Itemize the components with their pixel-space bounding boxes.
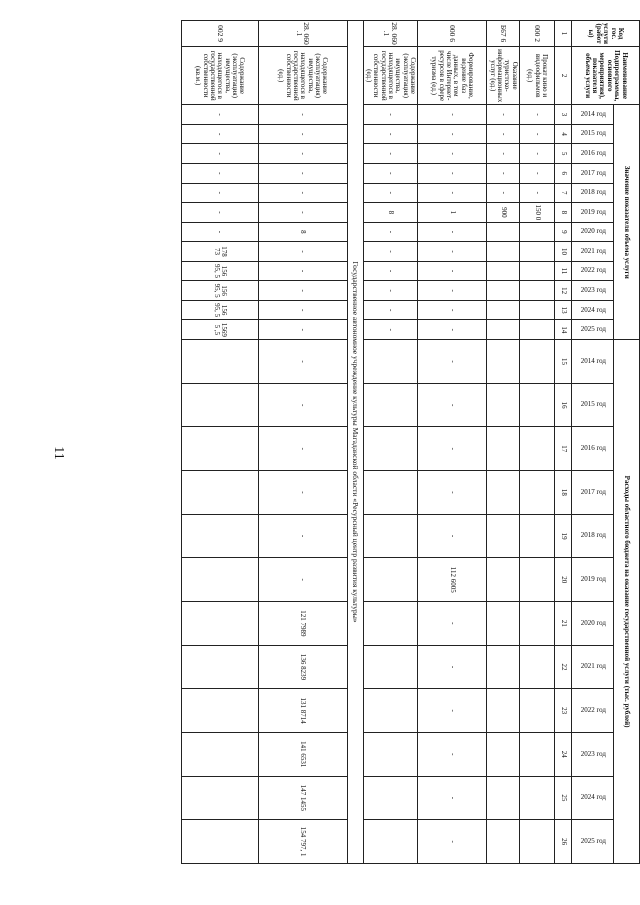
expense-value	[363, 427, 417, 471]
volume-value: 900	[487, 203, 520, 223]
expense-value	[363, 820, 417, 864]
header-year	[572, 689, 614, 733]
volume-value: 156 95, 5	[181, 261, 258, 281]
column-number: 17	[555, 427, 572, 471]
column-number: 8	[555, 203, 572, 223]
volume-value	[520, 320, 555, 340]
volume-value: -	[363, 242, 417, 262]
expense-value: -	[258, 514, 347, 558]
expense-value	[181, 776, 258, 820]
column-number: 25	[555, 776, 572, 820]
year-label: 2015 год	[581, 129, 607, 138]
column-number: 22	[555, 645, 572, 689]
header-year	[572, 602, 614, 646]
volume-value: 156 95, 5	[181, 300, 258, 320]
expense-value	[363, 645, 417, 689]
header-year	[572, 732, 614, 776]
volume-value: -	[363, 183, 417, 203]
service-name: Оказание туристско-информационных услуг (ед.)	[487, 47, 520, 105]
expense-value	[487, 471, 520, 515]
volume-value: 1	[418, 203, 487, 223]
volume-value: -	[258, 281, 347, 301]
year-label: 2023 год	[581, 749, 607, 758]
volume-value: -	[418, 300, 487, 320]
volume-value: -	[418, 105, 487, 125]
volume-value: -	[258, 105, 347, 125]
volume-value: -	[363, 261, 417, 281]
header-year	[572, 281, 614, 301]
header-year	[572, 340, 614, 384]
volume-value: -	[487, 183, 520, 203]
volume-value: -	[258, 163, 347, 183]
volume-value: -	[363, 320, 417, 340]
expense-value	[487, 645, 520, 689]
volume-value: 8	[258, 222, 347, 242]
volume-value	[520, 222, 555, 242]
service-code: Б67 6	[487, 21, 520, 47]
header-year	[572, 144, 614, 164]
volume-value	[487, 222, 520, 242]
volume-value: 150 0	[520, 203, 555, 223]
expense-value	[487, 514, 520, 558]
volume-value	[520, 261, 555, 281]
expense-value	[520, 776, 555, 820]
volume-value: -	[520, 183, 555, 203]
column-number: 11	[555, 261, 572, 281]
column-number: 7	[555, 183, 572, 203]
expense-value	[520, 340, 555, 384]
volume-value	[487, 320, 520, 340]
expense-value	[363, 558, 417, 602]
volume-value: -	[258, 203, 347, 223]
volume-value: -	[258, 183, 347, 203]
header-year	[572, 300, 614, 320]
page-number: 11	[51, 446, 66, 460]
volume-value: -	[181, 105, 258, 125]
column-number: 10	[555, 242, 572, 262]
year-label: 2019 год	[581, 207, 607, 216]
header-name: Наименование Подпрограммы, основного мероприятия), показателя объема услуги	[572, 47, 640, 105]
table-row	[487, 21, 520, 864]
expense-value	[487, 383, 520, 427]
header-year	[572, 124, 614, 144]
expense-value	[181, 558, 258, 602]
expense-value	[520, 645, 555, 689]
year-label: 2024 год	[581, 793, 607, 802]
expense-value	[487, 558, 520, 602]
year-label: 2024 год	[581, 305, 607, 314]
expense-value	[487, 776, 520, 820]
header-year	[572, 471, 614, 515]
column-number: 13	[555, 300, 572, 320]
column-number: 9	[555, 222, 572, 242]
header-year	[572, 820, 614, 864]
volume-value	[487, 261, 520, 281]
volume-value: -	[520, 124, 555, 144]
volume-value: -	[418, 261, 487, 281]
expense-value: 154 797, 1	[258, 820, 347, 864]
expense-value	[363, 340, 417, 384]
table-row	[418, 21, 487, 864]
expense-value	[520, 383, 555, 427]
year-label: 2025 год	[581, 325, 607, 334]
expense-value: -	[418, 340, 487, 384]
year-label: 2017 год	[581, 168, 607, 177]
year-label: 2020 год	[581, 618, 607, 627]
expense-value	[520, 558, 555, 602]
year-label: 2014 год	[581, 109, 607, 118]
expense-value: -	[258, 340, 347, 384]
expense-value	[181, 383, 258, 427]
expense-value: 131 8714	[258, 689, 347, 733]
expense-value	[520, 820, 555, 864]
data-table	[181, 20, 640, 864]
expense-value: -	[418, 471, 487, 515]
service-code: 000 6	[418, 21, 487, 47]
table-row	[363, 21, 417, 864]
expense-value	[363, 383, 417, 427]
expense-value: -	[258, 558, 347, 602]
volume-value: -	[258, 144, 347, 164]
expense-value	[181, 602, 258, 646]
expense-value	[487, 427, 520, 471]
expense-value	[181, 340, 258, 384]
volume-value	[487, 300, 520, 320]
table-container	[60, 20, 640, 870]
year-label: 2025 год	[581, 836, 607, 845]
column-number: 4	[555, 124, 572, 144]
volume-value: -	[418, 242, 487, 262]
volume-value: -	[258, 320, 347, 340]
expense-value: -	[418, 602, 487, 646]
volume-value	[520, 242, 555, 262]
expense-value: -	[418, 427, 487, 471]
expense-value	[363, 471, 417, 515]
expense-value	[520, 732, 555, 776]
volume-value	[520, 300, 555, 320]
volume-value: -	[418, 281, 487, 301]
expense-value	[181, 820, 258, 864]
volume-value: -	[487, 105, 520, 125]
expense-value	[181, 471, 258, 515]
year-label: 2015 год	[581, 400, 607, 409]
volume-value: -	[363, 222, 417, 242]
volume-value: -	[418, 144, 487, 164]
volume-value: 8	[363, 203, 417, 223]
header-year	[572, 203, 614, 223]
header-year	[572, 427, 614, 471]
table-row	[258, 21, 347, 864]
year-label: 2018 год	[581, 188, 607, 197]
expense-value: -	[418, 820, 487, 864]
volume-value: -	[258, 242, 347, 262]
section-title: Государственное автономное учреждение культуры Магаданской области «Ресурсный центр развития культуры»	[347, 21, 363, 864]
header-year	[572, 320, 614, 340]
header-year	[572, 163, 614, 183]
header-year	[572, 183, 614, 203]
expense-value	[181, 514, 258, 558]
volume-value: -	[181, 183, 258, 203]
volume-value: -	[363, 300, 417, 320]
volume-value: -	[520, 105, 555, 125]
column-number: 3	[555, 105, 572, 125]
volume-value: -	[418, 183, 487, 203]
volume-value	[487, 242, 520, 262]
rotated-page	[60, 20, 640, 870]
volume-value: -	[258, 261, 347, 281]
expense-value	[520, 471, 555, 515]
expense-value	[363, 732, 417, 776]
volume-value: -	[363, 281, 417, 301]
column-number: 6	[555, 163, 572, 183]
volume-value: 178 73	[181, 242, 258, 262]
expense-value: -	[418, 514, 487, 558]
expense-value	[487, 340, 520, 384]
expense-value	[363, 602, 417, 646]
expense-value	[520, 514, 555, 558]
volume-value: -	[181, 163, 258, 183]
table-row	[181, 21, 258, 864]
volume-value	[520, 281, 555, 301]
column-number: 18	[555, 471, 572, 515]
service-name: Прокат кино и видеофильмов (ед.)	[520, 47, 555, 105]
expense-value	[363, 776, 417, 820]
expense-value	[487, 820, 520, 864]
volume-value: 15695 ,5	[181, 320, 258, 340]
column-number: 20	[555, 558, 572, 602]
service-code: 28. 060 .1	[363, 21, 417, 47]
volume-value: -	[487, 124, 520, 144]
volume-value: -	[487, 144, 520, 164]
column-number: 24	[555, 732, 572, 776]
expense-value: -	[258, 427, 347, 471]
expense-value	[181, 689, 258, 733]
year-label: 2022 год	[581, 266, 607, 275]
volume-value: -	[363, 163, 417, 183]
volume-value: -	[181, 203, 258, 223]
header-year	[572, 105, 614, 125]
volume-value: -	[363, 105, 417, 125]
expense-value: 147 1455	[258, 776, 347, 820]
year-label: 2016 год	[581, 149, 607, 157]
expense-value: -	[418, 645, 487, 689]
header-year	[572, 261, 614, 281]
column-number: 19	[555, 514, 572, 558]
expense-value: 136 8239	[258, 645, 347, 689]
expense-value	[487, 689, 520, 733]
column-number: 23	[555, 689, 572, 733]
year-label: 2014 год	[581, 356, 607, 365]
expense-value	[181, 427, 258, 471]
volume-value: -	[258, 124, 347, 144]
column-number: 12	[555, 281, 572, 301]
expense-value	[363, 514, 417, 558]
service-name: Формирование, ведение баз данных, в том числе Интернет-ресурсов в сфере туризма (ед.)	[418, 47, 487, 105]
expense-value: -	[258, 471, 347, 515]
header-year	[572, 222, 614, 242]
volume-value: -	[487, 163, 520, 183]
expense-value: -	[418, 689, 487, 733]
volume-value: -	[520, 163, 555, 183]
year-label: 2021 год	[581, 662, 607, 671]
header-year	[572, 558, 614, 602]
expense-value	[487, 602, 520, 646]
volume-value: -	[181, 124, 258, 144]
expense-value	[520, 427, 555, 471]
column-number: 1	[555, 21, 572, 47]
volume-value: -	[363, 144, 417, 164]
column-number: 5	[555, 144, 572, 164]
expense-value: -	[418, 776, 487, 820]
expense-value	[363, 689, 417, 733]
header-year	[572, 645, 614, 689]
volume-value: -	[520, 144, 555, 164]
volume-value	[487, 281, 520, 301]
expense-value: 141 6531	[258, 732, 347, 776]
header-year	[572, 383, 614, 427]
year-label: 2016 год	[581, 444, 607, 453]
volume-value: -	[363, 124, 417, 144]
expense-value: -	[258, 383, 347, 427]
year-label: 2020 год	[581, 227, 607, 236]
service-name: Содержание (эксплуатация) имущества, находящегося в государственной собственности (ед.)	[258, 47, 347, 105]
header-year	[572, 242, 614, 262]
header-code: Код гос. услуги (работы)	[572, 21, 640, 47]
year-label: 2018 год	[581, 531, 607, 540]
header-expense-group: Расходы областного бюджета на оказание государственной услуги (тыс. рублей)	[614, 340, 640, 864]
expense-value	[487, 732, 520, 776]
column-number: 16	[555, 383, 572, 427]
volume-value: -	[418, 163, 487, 183]
header-year	[572, 776, 614, 820]
table-row	[520, 21, 555, 864]
year-label: 2023 год	[581, 285, 607, 294]
column-number: 14	[555, 320, 572, 340]
column-number: 21	[555, 602, 572, 646]
year-label: 2022 год	[581, 705, 607, 714]
volume-value: 156 95, 5	[181, 281, 258, 301]
service-name: Содержание (эксплуатация) имущества, находящегося в государственной собственности (кв.м.)	[181, 47, 258, 105]
service-code: 000 2	[520, 21, 555, 47]
expense-value	[181, 732, 258, 776]
section-row	[347, 21, 363, 864]
column-number: 15	[555, 340, 572, 384]
service-name: Содержание (эксплуатация) имущества, находящегося в государственной собственности (ед.)	[363, 47, 417, 105]
expense-value	[520, 602, 555, 646]
year-label: 2017 год	[581, 487, 607, 496]
expense-value: 112 6005	[418, 558, 487, 602]
expense-value	[181, 645, 258, 689]
column-number: 26	[555, 820, 572, 864]
volume-value: -	[418, 320, 487, 340]
volume-value: -	[181, 222, 258, 242]
volume-value: -	[181, 144, 258, 164]
expense-value: 121 7989	[258, 602, 347, 646]
header-volume-group: Значение показателя объема услуги	[614, 105, 640, 340]
header-year	[572, 514, 614, 558]
service-code: 28. 060 .1	[258, 21, 347, 47]
volume-value: -	[418, 222, 487, 242]
expense-value	[520, 689, 555, 733]
service-code: 002 9	[181, 21, 258, 47]
expense-value: -	[418, 732, 487, 776]
year-label: 2021 год	[581, 246, 607, 255]
column-number: 2	[555, 47, 572, 105]
expense-value: -	[418, 383, 487, 427]
year-label: 2019 год	[581, 575, 607, 584]
volume-value: -	[418, 124, 487, 144]
volume-value: -	[258, 300, 347, 320]
